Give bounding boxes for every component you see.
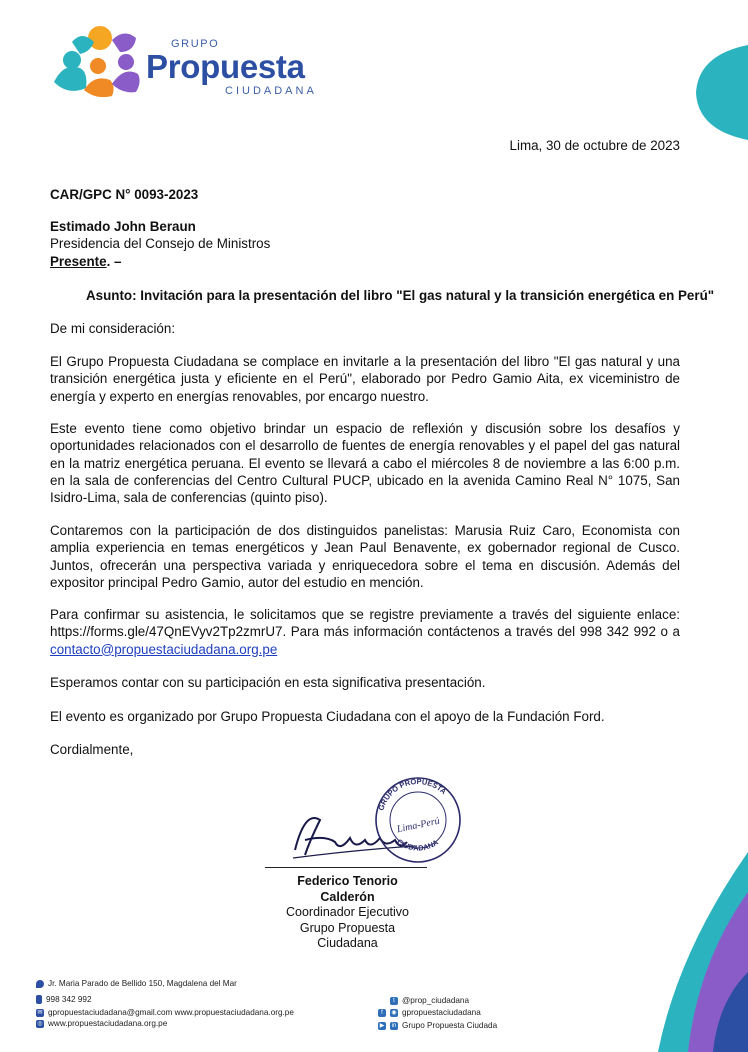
footer-phone-text: 998 342 992 [46, 995, 92, 1004]
youtube-icon: ▶ [379, 1022, 385, 1029]
svg-text:GRUPO PROPUESTA: GRUPO PROPUESTA [376, 776, 449, 812]
instagram-icon: ◉ [391, 1009, 397, 1016]
footer-emails [36, 1008, 294, 1017]
linkedin-icon: in [391, 1022, 397, 1029]
footer-youtube-text[interactable]: Grupo Propuesta Ciudada [402, 1021, 498, 1030]
paragraph-invitation: El Grupo Propuesta Ciudadana se complace en invitarle a la presentación del libro "El gas natural y una transición energética justa y eficiente en el Perú", elaborado por Pedro Gamio Aita, ex viceministro de energía y experto en energías renovables, por encargo nuestro. [50, 354, 680, 404]
footer-web [36, 1019, 167, 1028]
footer-social-yt-in [378, 1021, 497, 1030]
recipient-block [50, 218, 270, 270]
footer-emails-text[interactable]: gpropuestaciudadana@gmail.com www.propuestaciudadana.org.pe [48, 1008, 294, 1017]
footer-web-text[interactable]: www.propuestaciudadana.org.pe [48, 1019, 168, 1028]
footer-facebook-text[interactable]: gpropuestaciudadana [402, 1008, 481, 1017]
svg-text:Lima-Perú: Lima-Perú [395, 815, 441, 836]
email-icon: ✉ [37, 1009, 43, 1016]
location-pin-icon [36, 980, 44, 988]
signer-org: Grupo Propuesta Ciudadana [299, 920, 396, 950]
footer-phone [36, 995, 92, 1004]
organization-seal-icon [372, 772, 464, 868]
decorative-wave-top-icon [688, 45, 748, 140]
letter-reference: CAR/GPC N° 0093-2023 [50, 187, 199, 202]
paragraph-panelists: Contaremos con la participación de dos distinguidos panelistas: Marusia Ruiz Caro, Economista con amplia experiencia en temas energéticos y Jean Paul Benavente, ex gobernador regional de Cusco. Juntos, ofrecerán una perspectiva variada y enriquecedora sobre el tema en discusión. Además del expositor principal Pedro Gamio, autor del estudio en mención. [50, 523, 680, 590]
decorative-wave-bottom-icon [658, 852, 748, 1052]
closing-hope: Esperamos contar con su participación en esta significativa presentación. [50, 675, 486, 690]
footer-twitter-text[interactable]: @prop_ciudadana [402, 996, 470, 1005]
logo-group-label: GRUPO [171, 38, 220, 50]
letter-subject: Asunto: Invitación para la presentación del libro "El gas natural y la transición energética en Perú" [86, 288, 715, 303]
closing-organizer: El evento es organizado por Grupo Propuesta Ciudadana con el apoyo de la Fundación Ford. [50, 709, 605, 724]
footer-social-fb-ig [378, 1008, 481, 1017]
signature-line [265, 867, 427, 868]
footer-address [36, 979, 237, 988]
logo-brand-name: Propuesta [146, 48, 305, 85]
footer-address-text: Jr. Maria Parado de Bellido 150, Magdalena del Mar [48, 979, 237, 988]
recipient-present-suffix: . – [106, 253, 122, 269]
footer-twitter [390, 996, 469, 1005]
signer-title: Coordinador Ejecutivo [286, 905, 409, 919]
recipient-present: Presente [50, 253, 107, 269]
paragraph-confirm [50, 606, 680, 658]
recipient-org: Presidencia del Consejo de Ministros [50, 236, 271, 252]
paragraph-objective: Este evento tiene como objetivo brindar un espacio de reflexión y discusión sobre los desafíos y oportunidades relacionados con el desarrollo de fuentes de energía renovables y el papel del gas natural en la matriz energética peruana. El evento se llevará a cabo el miércoles 8 de noviembre a las 6:00 p.m. en la sala de conferencias del Centro Cultural PUCP, ubicado en la avenida Camino Real N° 1075, San Isidro-Lima, sala de conferencias (quinto piso). [50, 421, 680, 506]
contact-email-link[interactable]: contacto@propuestaciudadana.org.pe [50, 641, 278, 657]
letter-date: Lima, 30 de octubre de 2023 [509, 138, 680, 153]
logo-sub-label: CIUDADANA [225, 85, 317, 97]
farewell: Cordialmente, [50, 742, 134, 757]
letter-greeting: De mi consideración: [50, 321, 176, 336]
twitter-icon: t [390, 997, 398, 1005]
phone-icon [36, 995, 42, 1004]
recipient-name: Estimado John Beraun [50, 219, 196, 234]
web-icon: ◎ [37, 1020, 43, 1027]
svg-text:CIUDADANA: CIUDADANA [395, 837, 440, 853]
signature-block [270, 874, 425, 952]
signer-name: Federico Tenorio Calderón [297, 874, 398, 904]
facebook-icon: f [378, 1009, 386, 1017]
confirm-text: Para confirmar su asistencia, le solicitamos que se registre previamente a través del siguiente enlace: https://forms.gle/47QnEVyv2Tp2zmrU7. Para más información contáctenos a través del 998 342 992 o a [50, 607, 680, 640]
